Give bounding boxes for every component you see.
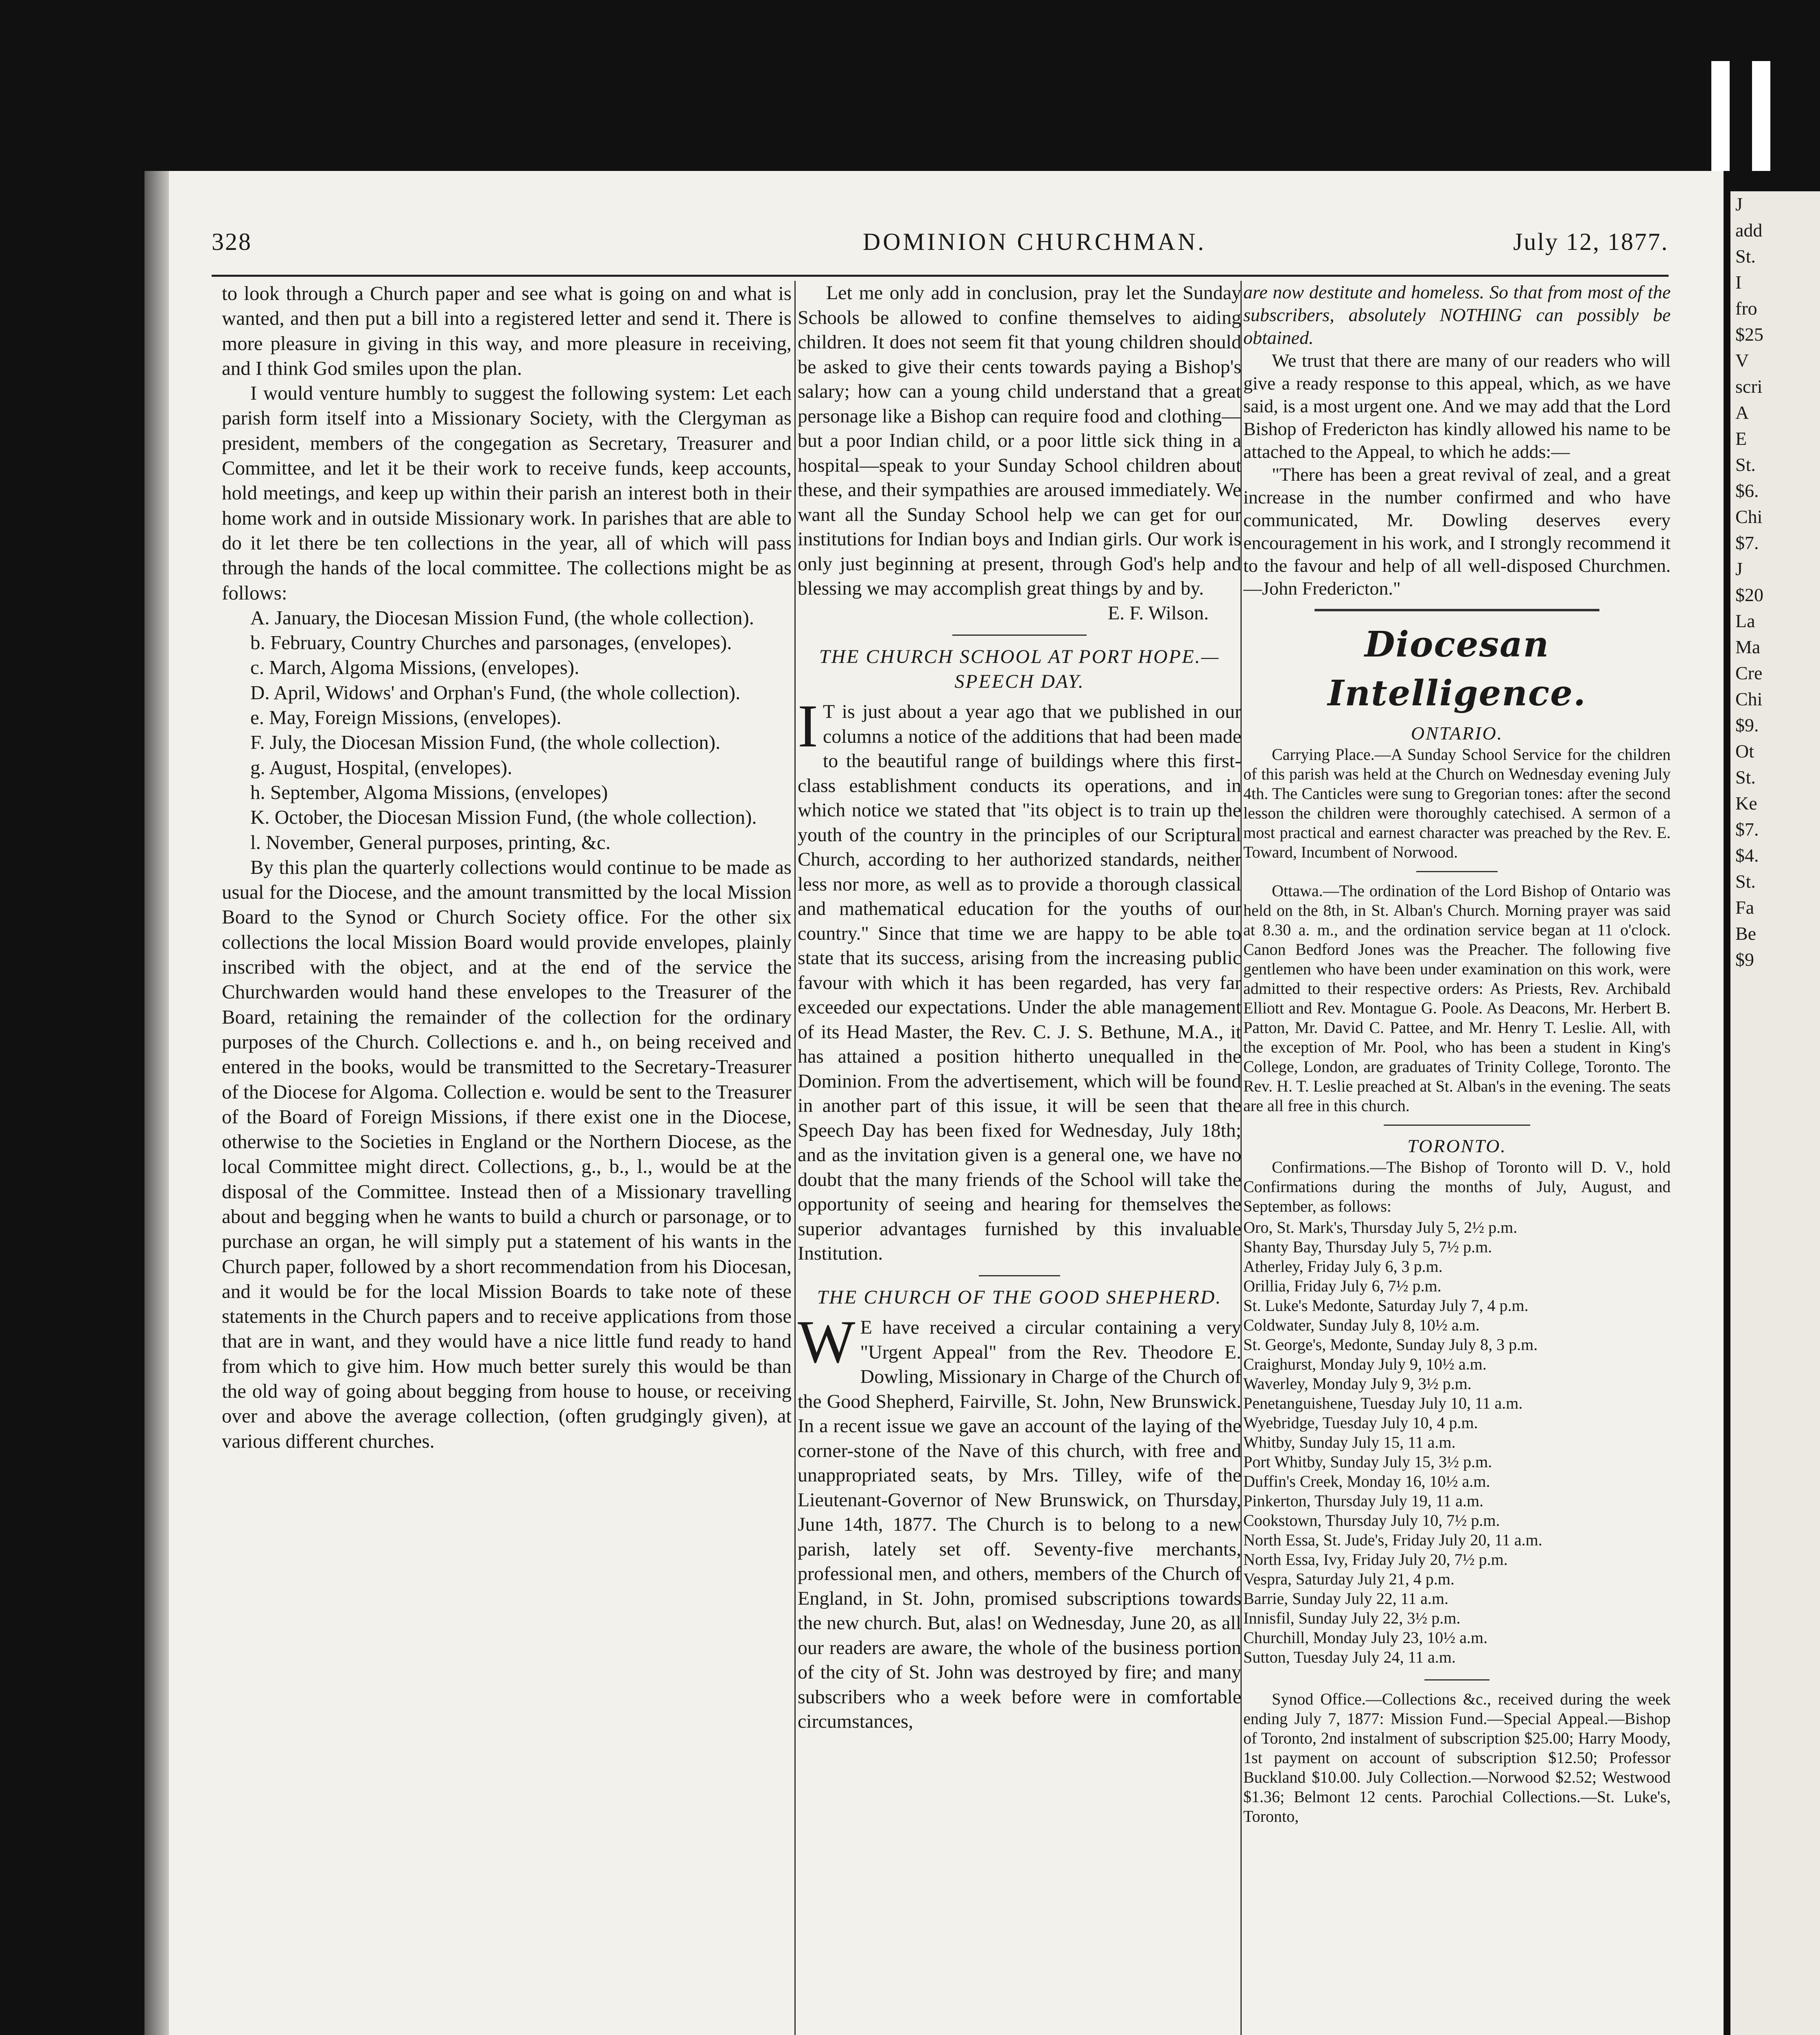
schedule-item: Port Whitby, Sunday July 15, 3½ p.m.	[1243, 1453, 1492, 1471]
list-item: K. October, the Diocesan Mission Fund, (the whole collection).	[250, 806, 757, 829]
schedule-item: Pinkerton, Thursday July 19, 11 a.m.	[1243, 1492, 1483, 1510]
schedule-item: Craighurst, Monday July 9, 10½ a.m.	[1243, 1355, 1487, 1373]
schedule-item: Penetanguishene, Tuesday July 10, 11 a.m.	[1243, 1394, 1523, 1412]
margin-fragment: J	[1735, 558, 1743, 579]
confirmation-schedule	[1243, 1218, 1671, 1667]
list-item: l. November, General purposes, printing, &c.	[250, 831, 611, 853]
list-item: F. July, the Diocesan Mission Fund, (the whole collection).	[250, 731, 721, 754]
column-1	[222, 281, 792, 1453]
article-body: W E have received a circular containing a very "Urgent Appeal" from the Rev. Theodore E. Dowling, Missionary in Charge of the Church of the Good Shepherd, Fairville, St. John, New Brunswick. In a recent issue we gave an account of the laying of the corner-stone of the Nave of this church, with free and unappropriated seats, by Mrs. Tilley, wife of the Lieutenant-Governor of New Brunswick, on Thursday, June 14th, 1877. The Church is to belong to a new parish, lately set off. Seventy-five merchants, professional men, and others, members of the Church of England, in St. John, promised subscriptions towards the new church. But, alas! on Wednesday, June 20, as all our readers are aware, the whole of the business portion of the city of St. John was destroyed by fire; and many subscribers who a week before were in comfortable circumstances,	[798, 1308, 1241, 1732]
schedule-item: Coldwater, Sunday July 8, 10½ a.m.	[1243, 1316, 1480, 1334]
divider-rule	[952, 635, 1087, 636]
margin-fragment: I	[1735, 272, 1742, 293]
list-item: c. March, Algoma Missions, (envelopes).	[250, 656, 580, 679]
schedule-item: Churchill, Monday July 23, 10½ a.m.	[1243, 1628, 1488, 1647]
margin-fragment: St.	[1735, 454, 1756, 475]
schedule-item: North Essa, St. Jude's, Friday July 20, 11 a.m.	[1243, 1531, 1542, 1549]
schedule-item: Duffin's Creek, Monday 16, 10½ a.m.	[1243, 1472, 1490, 1490]
margin-fragment: $9.	[1735, 715, 1759, 735]
margin-fragment: St.	[1735, 246, 1756, 267]
page-number: 328	[212, 228, 252, 255]
margin-fragment: La	[1735, 610, 1755, 631]
schedule-item: Innisfil, Sunday July 22, 3½ p.m.	[1243, 1609, 1461, 1627]
margin-fragment: E	[1735, 428, 1747, 449]
quotation: "There has been a great revival of zeal, and a great increase in the number confirmed and who have communicated, Mr. Dowling deserves every encouragement in his work, and I strongly recommend it to the favour and help of all well-disposed Churchmen.—John Fredericton."	[1243, 464, 1671, 599]
schedule-item: Sutton, Tuesday July 24, 11 a.m.	[1243, 1648, 1456, 1666]
schedule-item: North Essa, Ivy, Friday July 20, 7½ p.m.	[1243, 1550, 1508, 1569]
next-page-strip	[1730, 191, 1820, 2035]
paragraph: to look through a Church paper and see what is going on and what is wanted, and then put a bill into a registered letter and send it. There is more pleasure in giving in this way, and more pleasure in receiving, and I think God smiles upon the plan.	[222, 282, 792, 379]
divider-rule	[979, 1275, 1060, 1276]
list-item: h. September, Algoma Missions, (envelopes)	[250, 781, 608, 803]
news-item: Synod Office.—Collections &c., received during the week ending July 7, 1877: Mission Fund.—Special Appeal.—Bishop of Toronto, 2nd instalment of subscription $25.00; Harry Moody, 1st payment on account of subscription $12.50; Professor Buckland $10.00. July Collection.—Norwood $2.52; Westwood $1.36; Belmont 12 cents. Parochial Collections.—St. Luke's, Toronto,	[1243, 1690, 1671, 1825]
paragraph: are now destitute and homeless. So that from most of the subscribers, absolutely NOTHING can possibly be obtained.	[1243, 282, 1671, 348]
schedule-item: Shanty Bay, Thursday July 5, 7½ p.m.	[1243, 1238, 1492, 1256]
header-rule	[212, 275, 1669, 277]
margin-fragment: $6.	[1735, 480, 1759, 501]
divider-rule	[1424, 1679, 1490, 1681]
scan-marker-top-left	[1711, 61, 1730, 171]
margin-fragment: J	[1735, 194, 1743, 214]
schedule-item: Cookstown, Thursday July 10, 7½ p.m.	[1243, 1511, 1500, 1530]
schedule-item: Oro, St. Mark's, Thursday July 5, 2½ p.m.	[1243, 1218, 1518, 1236]
news-item: Carrying Place.—A Sunday School Service for the children of this parish was held at the Church on Wednesday evening July 4th. The Canticles were sung to Gregorian tones: after the second lesson the children were thoroughly catechised. A sermon of a most practical and earnest character was preached by the Rev. E. Toward, Incumbent of Norwood.	[1243, 745, 1671, 861]
drop-cap: I	[798, 692, 818, 760]
list-item: D. April, Widows' and Orphan's Fund, (the whole collection).	[250, 681, 741, 704]
divider-rule	[1416, 871, 1498, 872]
collections-list	[222, 605, 792, 855]
signature: E. F. Wilson.	[1107, 602, 1209, 624]
column-2	[798, 281, 1241, 1734]
schedule-item: Wyebridge, Tuesday July 10, 4 p.m.	[1243, 1414, 1478, 1432]
paragraph: I would venture humbly to suggest the following system: Let each parish form itself into a Missionary Society, with the Clergyman as president, members of the congegation as Secretary, Treasurer and Committee, and let it be their work to receive funds, keep accounts, hold meetings, and keep up within their parish an interest both in their home work and in outside Missionary work. In parishes that are able to do it let there be ten collections in the year, all of which will pass through the hands of the local committee. The collections might be as follows:	[222, 382, 792, 604]
margin-fragment: Fa	[1735, 897, 1754, 918]
list-item: g. August, Hospital, (envelopes).	[250, 756, 512, 779]
article-heading: THE CHURCH OF THE GOOD SHEPHERD.	[817, 1286, 1222, 1308]
margin-fragment: $20	[1735, 584, 1763, 605]
schedule-item: Whitby, Sunday July 15, 11 a.m.	[1243, 1433, 1456, 1451]
margin-fragment: $7.	[1735, 532, 1759, 553]
margin-fragment: Ma	[1735, 637, 1761, 657]
margin-fragment: V	[1735, 350, 1749, 371]
margin-fragment: Ot	[1735, 741, 1754, 761]
drop-cap: W	[798, 1308, 855, 1376]
list-item: b. February, Country Churches and parsonages, (envelopes).	[250, 631, 732, 654]
margin-fragment: Chi	[1735, 506, 1763, 527]
list-item: A. January, the Diocesan Mission Fund, (the whole collection).	[250, 606, 754, 629]
column-divider-1	[794, 281, 796, 2035]
margin-fragment: St.	[1735, 767, 1756, 788]
margin-fragment: fro	[1735, 298, 1757, 319]
news-item: Confirmations.—The Bishop of Toronto will D. V., hold Confirmations during the months of July, August, and September, as follows:	[1243, 1158, 1671, 1215]
section-title: Diocesan Intelligence.	[1328, 624, 1586, 714]
column-3	[1243, 281, 1671, 1826]
margin-fragment: Cre	[1735, 663, 1763, 683]
schedule-item: Vespra, Saturday July 21, 4 p.m.	[1243, 1570, 1455, 1588]
margin-fragment: Chi	[1735, 689, 1763, 709]
margin-fragment: $25	[1735, 324, 1763, 345]
subsection-heading: ONTARIO.	[1411, 723, 1503, 744]
margin-fragment: A	[1735, 402, 1749, 423]
divider-rule	[1384, 1125, 1530, 1126]
schedule-item: Atherley, Friday July 6, 3 p.m.	[1243, 1257, 1443, 1276]
divider-rule	[1315, 609, 1599, 611]
margin-fragment: Ke	[1735, 793, 1757, 814]
schedule-item: St. George's, Medonte, Sunday July 8, 3 p.m.	[1243, 1335, 1538, 1354]
newspaper-title: DOMINION CHURCHMAN.	[863, 228, 1207, 255]
article-body: I T is just about a year ago that we published in our columns a notice of the additions that had been made to the beautiful range of buildings where this first-class establishment conducts its operations, and in which notice we stated that "its object is to train up the youth of the country in the principles of our Scriptural Church, according to her authorized standards, neither less nor more, as well as to provide a thorough classical and mathematical education for the youths of our country." Since that time we are happy to be able to state that its success, arising from the increasing public favour with which it has been regarded, has very far exceeded our expectations. Under the able management of its Head Master, the Rev. C. J. S. Bethune, M.A., it has attained a position hitherto unequalled in the Dominion. From the advertisement, which will be found in another part of this issue, it will be seen that the Speech Day has been fixed for Wednesday, July 18th; and as the invitation given is a general one, we have no doubt that the many friends of the School will take the opportunity of seeing and hearing for themselves the superior advantages furnished by this invaluable Institution.	[798, 692, 1241, 1264]
margin-fragment: St.	[1735, 871, 1756, 892]
schedule-item: St. Luke's Medonte, Saturday July 7, 4 p.m.	[1243, 1296, 1529, 1315]
margin-fragment: $9	[1735, 949, 1754, 970]
margin-fragment: $7.	[1735, 819, 1759, 840]
margin-fragment: Be	[1735, 923, 1757, 944]
page-header	[212, 228, 1669, 265]
list-item: e. May, Foreign Missions, (envelopes).	[250, 706, 562, 729]
issue-date: July 12, 1877.	[1513, 228, 1669, 255]
schedule-item: Waverley, Monday July 9, 3½ p.m.	[1243, 1374, 1472, 1393]
margin-fragment: scri	[1735, 376, 1763, 397]
article-heading: THE CHURCH SCHOOL AT PORT HOPE.—SPEECH DAY.	[819, 646, 1220, 692]
paragraph: Let me only add in conclusion, pray let the Sunday Schools be allowed to confine themselves to aiding children. It does not seem fit that young children should be asked to give their cents towards paying a Bishop's salary; how can a young child understand that a great personage like a Bishop can require food and clothing—but a poor Indian child, or a poor little sick thing in a hospital—speak to your Sunday School children about these, and their sympathies are aroused immediately. We want all the Sunday School help we can get for our institutions for Indian boys and Indian girls. Our work is only just beginning at present, through God's help and blessing we may accomplish great things by and by.	[798, 282, 1241, 599]
news-item: Ottawa.—The ordination of the Lord Bishop of Ontario was held on the 8th, in St. Alban's Church. Morning prayer was said at 8.30 a. m., and the ordination service began at 11 o'clock. Canon Bedford Jones was the Preacher. The following five gentlemen who have been under examination on this work, were admitted to their respective orders: As Priests, Rev. Archibald Elliott and Rev. Montague G. Poole. As Deacons, Mr. Herbert B. Patton, Mr. David C. Pattee, and Mr. Henry T. Leslie. All, with the exception of Mr. Pool, who has been a student in King's College, London, are graduates of Trinity College, Toronto. The Rev. H. T. Leslie preached at St. Alban's in the evening. The seats are all free in this church.	[1243, 882, 1671, 1115]
margin-fragment: $4.	[1735, 845, 1759, 866]
paragraph: By this plan the quarterly collections would continue to be made as usual for the Diocese, and the amount transmitted by the local Mission Board to the Synod or Church Society office. For the other six collections the local Mission Board would provide envelopes, plainly inscribed with the object, and at the end of the service the Churchwarden would hand these envelopes to the Treasurer of the Board, retaining the remainder of the collection for the ordinary purposes of the Church. Collections e. and h., on being received and entered in the books, would be transmitted to the Secretary-Treasurer of the Diocese for Algoma. Collection e. would be sent to the Treasurer of the Board of Foreign Missions, if there exist one in the Diocese, otherwise to the Societies in England or the Northern Diocese, as the local Committee might direct. Collections, g., b., l., would be at the disposal of the Committee. Instead then of a Missionary travelling about and begging when he wants to build a church or parsonage, or to purchase an organ, he will simply put a statement of his wants in the Church paper, followed by a short recommendation from his Diocesan, and it would be for the local Mission Boards to take note of these statements in the Church papers and to receive applications from those that are in want, and they would have a nice little fund ready to hand from which to give him. How much better surely this would be than the old way of going about begging from house to house, or receiving over and above the average collection, (often grudgingly given), at various different churches.	[222, 856, 792, 1452]
paragraph: We trust that there are many of our readers who will give a ready response to this appeal, which, as we have said, is a most urgent one. And we may add that the Lord Bishop of Fredericton has kindly allowed his name to be attached to the Appeal, to which he adds:—	[1243, 350, 1671, 462]
schedule-item: Barrie, Sunday July 22, 11 a.m.	[1243, 1589, 1449, 1608]
margin-fragment: add	[1735, 220, 1763, 241]
schedule-item: Orillia, Friday July 6, 7½ p.m.	[1243, 1277, 1442, 1295]
book-edge	[144, 171, 169, 2035]
subsection-heading: TORONTO.	[1407, 1136, 1507, 1156]
scan-marker-top-right	[1752, 61, 1770, 171]
